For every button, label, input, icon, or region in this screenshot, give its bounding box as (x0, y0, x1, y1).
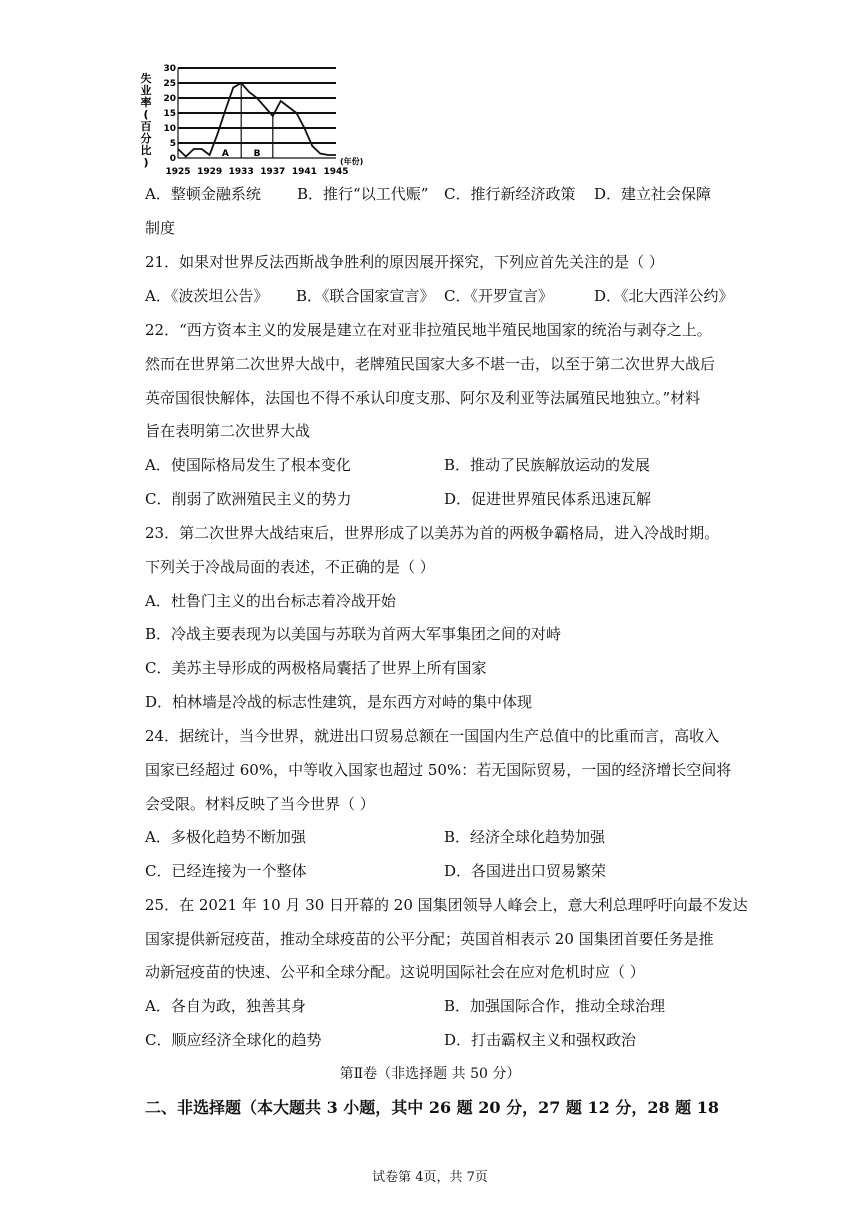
q23-option-a: A．杜鲁门主义的出台标志着冷战开始 (145, 592, 396, 610)
q21-option-b: B．《联合国家宣言》 (296, 287, 435, 305)
chart-x-tick-label: 1933 (228, 167, 254, 177)
unemployment-chart (140, 60, 370, 178)
chart-region-marker: B (253, 149, 261, 159)
q22-stem-line-3: 英帝国很快解体，法国也不得不承认印度支那、阿尔及利亚等法属殖民地独立。”材料 (145, 389, 701, 407)
q20-option-c: C．推行新经济政策 (444, 185, 576, 203)
chart-y-tick-label: 5 (169, 139, 176, 149)
q25-option-d: D．打击霸权主义和强权政治 (444, 1031, 637, 1049)
chart-y-label-char: ) (143, 156, 149, 169)
chart-x-tick-label: 1929 (197, 167, 223, 177)
q22-stem-line-2: 然而在世界第二次世界大战中，老牌殖民国家大多不堪一击，以至于第二次世界大战后 (145, 355, 716, 373)
chart-y-label-char: ( (143, 108, 149, 121)
chart-y-label (141, 71, 152, 169)
chart-y-label-char: 比 (140, 144, 152, 157)
chart-y-tick-label: 15 (163, 109, 176, 119)
q22-option-d: D．促进世界殖民体系迅速瓦解 (444, 490, 652, 508)
chart-series-line (178, 83, 336, 157)
q24-option-d: D．各国进出口贸易繁荣 (444, 862, 607, 880)
q23-stem-line-2: 下列关于冷战局面的表述，不正确的是（ ） (145, 558, 435, 576)
q23-option-d: D．柏林墙是冷战的标志性建筑，是东西方对峙的集中体现 (145, 693, 533, 711)
page-footer: 试卷第 4页，共 7页 (372, 1170, 488, 1185)
q22-option-b: B．推动了民族解放运动的发展 (444, 456, 651, 474)
q20-option-a: A．整顿金融系统 (145, 185, 261, 203)
section-heading: 二、非选择题（本大题共 3 小题，其中 26 题 20 分，27 题 12 分，28 题 18 (145, 1098, 720, 1117)
q25-stem-line-2: 国家提供新冠疫苗，推动全球疫苗的公平分配；英国首相表示 20 国集团首要任务是推 (145, 930, 714, 948)
chart-x-unit: (年份) (340, 157, 364, 166)
q24-stem-line-3: 会受限。材料反映了当今世界（ ） (145, 795, 375, 813)
q25-option-a: A．各自为政，独善其身 (145, 997, 306, 1015)
q22-stem-line-1: 22．“西方资本主义的发展是建立在对亚非拉殖民地半殖民地国家的统治与剥夺之上。 (145, 321, 712, 339)
q21-stem: 21．如果对世界反法西斯战争胜利的原因展开探究，下列应首先关注的是（ ） (145, 253, 664, 271)
q24-option-c: C．已经连接为一个整体 (145, 862, 307, 880)
q20-option-b: B．推行“以工代赈” (297, 185, 429, 203)
q23-option-b: B．冷战主要表现为以美国与苏联为首两大军事集团之间的对峙 (145, 625, 562, 643)
q24-option-b: B．经济全球化趋势加强 (444, 828, 606, 846)
q24-option-a: A．多极化趋势不断加强 (145, 828, 306, 846)
chart-y-tick-label: 30 (163, 64, 176, 74)
q25-stem-line-1: 25．在 2021 年 10 月 30 日开幕的 20 国集团领导人峰会上，意大利总理呼吁向最不发达 (145, 896, 748, 914)
q20-option-d-cont: 制度 (145, 219, 176, 237)
chart-y-label-char: 失 (140, 72, 152, 85)
q24-stem-line-2: 国家已经超过 60%，中等收入国家也超过 50%：若无国际贸易，一国的经济增长空间将 (145, 761, 732, 779)
chart-y-tick-label: 25 (163, 79, 176, 89)
chart-x-tick-label: 1945 (323, 167, 349, 177)
chart-y-label-char: 率 (140, 96, 152, 109)
chart-x-tick-label: 1925 (165, 167, 191, 177)
section-title: 第Ⅱ卷（非选择题 共 50 分） (339, 1066, 521, 1082)
q24-stem-line-1: 24．据统计，当今世界，就进出口贸易总额在一国国内生产总值中的比重而言，高收入 (145, 727, 720, 745)
chart-y-label-char: 业 (140, 84, 152, 97)
q22-option-c: C．削弱了欧洲殖民主义的势力 (145, 490, 352, 508)
q25-option-c: C．顺应经济全球化的趋势 (145, 1031, 322, 1049)
q25-stem-line-3: 动新冠疫苗的快速、公平和全球分配。这说明国际社会在应对危机时应（ ） (145, 963, 645, 981)
q25-option-b: B．加强国际合作，推动全球治理 (444, 997, 666, 1015)
q23-stem-line-1: 23．第二次世界大战结束后，世界形成了以美苏为首的两极争霸格局，进入冷战时期。 (145, 524, 720, 542)
chart-x-tick-label: 1937 (260, 167, 286, 177)
q22-option-a: A．使国际格局发生了根本变化 (145, 456, 351, 474)
chart-x-tick-label: 1941 (291, 167, 317, 177)
q20-option-d: D．建立社会保障 (594, 185, 712, 203)
chart-y-tick-label: 20 (163, 94, 176, 104)
q21-option-a: A．《波茨坦公告》 (145, 287, 269, 305)
chart-region-marker: A (221, 149, 229, 159)
q22-stem-line-4: 旨在表明第二次世界大战 (145, 422, 311, 440)
chart-y-tick-label: 10 (163, 124, 176, 134)
q21-option-d: D．《北大西洋公约》 (594, 287, 734, 305)
chart-y-label-char: 分 (140, 132, 152, 145)
q23-option-c: C．美苏主导形成的两极格局囊括了世界上所有国家 (145, 659, 487, 677)
q21-option-c: C．《开罗宣言》 (444, 287, 553, 305)
chart-y-label-char: 百 (140, 120, 152, 133)
chart-y-tick-label: 0 (169, 154, 176, 164)
